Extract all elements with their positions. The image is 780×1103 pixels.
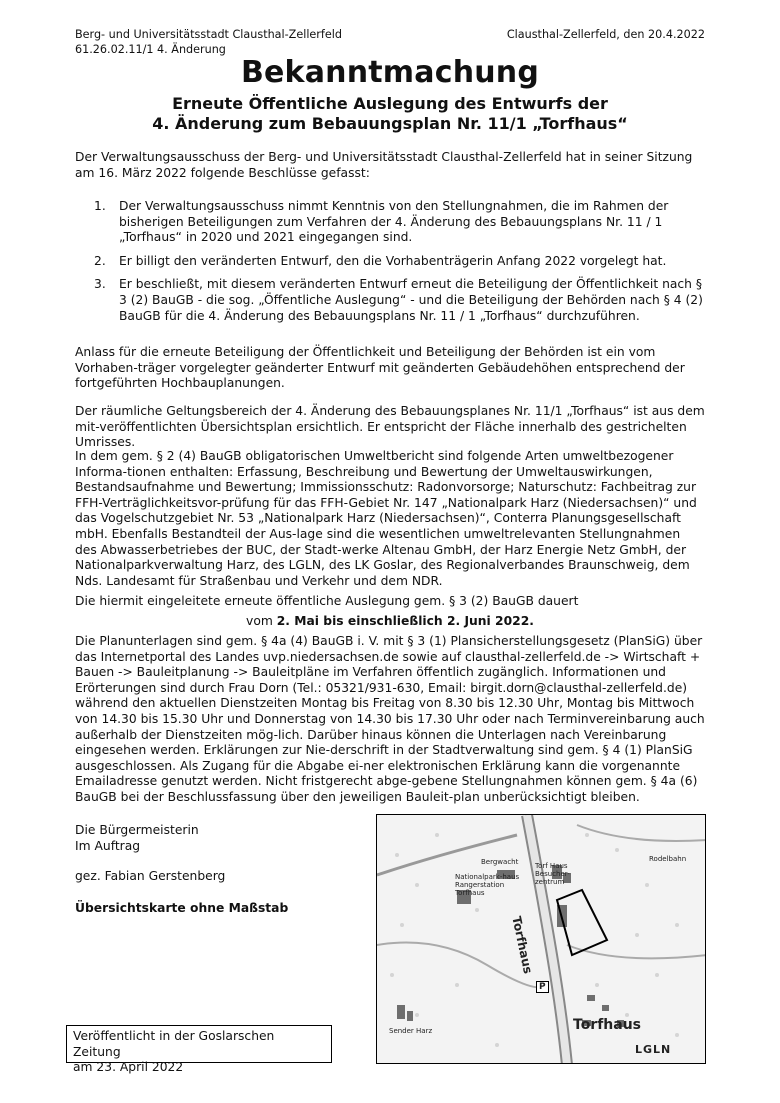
subtitle-line-1: Erneute Öffentliche Auslegung des Entwurfs der [172, 94, 608, 113]
resolutions-list [75, 199, 705, 332]
map-label-visitor-center: Torf Haus Besucher-zentrum [535, 862, 570, 886]
map-parking-icon: P [536, 981, 549, 993]
resolution-item [75, 254, 705, 270]
map-label-road: Torfhaus [509, 915, 536, 975]
resolution-number: 1. [94, 199, 106, 213]
intro-text: Der Verwaltungsausschuss der Berg- und Universitätsstadt Clausthal-Zellerfeld hat in seiner Sitzung am 16. März 2022 folgende Beschlüsse gefasst: [75, 150, 693, 180]
publication-line-2: am 23. April 2022 [73, 1060, 184, 1075]
duration-text: Die hiermit eingeleitete erneute öffentliche Auslegung gem. § 3 (2) BauGB dauert [75, 594, 579, 608]
map-label-sender: Sender Harz [389, 1027, 433, 1035]
issuer-name: Berg- und Universitätsstadt Clausthal-Zellerfeld [75, 28, 342, 41]
map-logo: LGLN [635, 1043, 672, 1056]
map-label-nationalpark: Nationalpark-haus Rangerstation Torfhaus [455, 873, 520, 897]
map-label-place: Torfhaus [573, 1017, 642, 1033]
signature-line-2: Im Auftrag [75, 838, 141, 853]
intro-paragraph [75, 150, 705, 181]
resolution-item [75, 199, 705, 246]
map-caption: Übersichtskarte ohne Maßstab [75, 901, 289, 915]
date-range [75, 614, 705, 630]
page-title: Bekanntmachung [240, 55, 540, 90]
publication-line-1: Veröffentlicht in der Goslarschen Zeitung [73, 1029, 275, 1059]
resolution-text: Er beschließt, mit diesem veränderten Entwurf erneut die Beteiligung der Öffentlichkeit nach § 3 (2) BauGB - die sog. „Öffentliche Auslegung“ - und die Beteiligung der Behörden nach § 4 (2) BauGB für die 4. Änderung des Bebauungsplans Nr. 11 / 1 „Torfhaus“ durchzuführen. [119, 277, 703, 323]
file-reference: 61.26.02.11/1 4. Änderung [75, 43, 226, 56]
overview-map [376, 814, 706, 1064]
duration-paragraph [75, 594, 705, 610]
environment-text: In dem gem. § 2 (4) BauGB obligatorischen Umweltbericht sind folgende Arten umweltbezogener Informa-tionen enthalten: Erfassung, Beschreibung und Bewertung der Umweltauswirkungen, Bestandsaufnahme und Bewertung; Immissionsschutz: Radonvorsorge; Naturschutz: Fachbeitrag zur FFH-Verträglichkeitsvor-prüfung für das FFH-Gebiet Nr. 147 „Nationalpark Harz (Niedersachsen)“ und das Vogelschutzgebiet Nr. 53 „Nationalpark Harz (Niedersachsen)“, Conterra Planungsgesellschaft mbH. Ebenfalls Bestandteil der Aus-lage sind die wesentlichen umweltrelevanten Stellungnahmen des Abwasserbetriebes der BUC, der Stadt-werke Altenau GmbH, der Harz Energie Netz GmbH, der Nationalparkverwaltung Harz, des LGLN, des LK Goslar, des Regionalverbandes Braunschweig, dem Nds. Landesamt für Straßenbau und Verkehr und dem NDR. [75, 449, 697, 588]
signature-line-1: Die Bürgermeisterin [75, 823, 199, 837]
map-label-bergwacht: Bergwacht [481, 858, 519, 866]
resolution-number: 3. [94, 277, 106, 292]
date-range-dates: 2. Mai bis einschließlich 2. Juni 2022. [276, 614, 534, 628]
date-range-prefix: vom [246, 614, 277, 628]
publication-note [66, 1025, 332, 1075]
reason-paragraph [75, 345, 705, 392]
environment-paragraph [75, 449, 705, 589]
resolution-number: 2. [94, 253, 106, 268]
resolution-text: Der Verwaltungsausschuss nimmt Kenntnis von den Stellungnahmen, die im Rahmen der bisherigen Beteiligungen zum Verfahren der 4. Änderung des Bebauungsplans Nr. 11 / 1 „Torfhaus“ in 2020 und 2021 eingegangen sind. [119, 199, 669, 245]
signature-name: gez. Fabian Gerstenberg [75, 869, 226, 883]
reason-text: Anlass für die erneute Beteiligung der Öffentlichkeit und Beteiligung der Behörden ist ein vom Vorhaben-träger vorgelegter geänderter Entwurf mit geänderten Gebäudehöhen entsprechend der fortgeführten Hochbauplanungen. [75, 345, 685, 391]
header-date: Clausthal-Zellerfeld, den 20.4.2022 [506, 28, 705, 41]
documents-text: Die Planunterlagen sind gem. § 4a (4) BauGB i. V. mit § 3 (1) Plansicherstellungsgesetz (PlanSiG) über das Internetportal des Landes uvp.niedersachsen.de sowie auf clausthal-zellerfeld.de -> Wirtschaft + Bauen -> Bauleitplanung -> Bauleitpläne im Verfahren öffentlich zugänglich. Informationen und Erörterungen sind durch Frau Dorn (Tel.: 05321/931-630, Email: birgit.dorn@clausthal-zellerfeld.de) während den aktuellen Dienstzeiten Montag bis Freitag von 8.30 bis 12.30 Uhr, Montag bis Mittwoch von 14.30 bis 15.30 Uhr und Donnerstag von 14.30 bis 17.30 Uhr oder nach Terminvereinbarung auch außerhalb der Dienstzeiten mög-lich. Darüber hinaus können die Unterlagen nach Vereinbarung eingesehen werden. Erklärungen zur Nie-derschrift in der Stadtverwaltung sind gem. § 4 (1) PlanSiG ausgeschlossen. Als Zugang für die Abgabe ei-ner elektronischen Erklärung kann die vorgenannte Emailadresse genutzt werden. Nicht fristgerecht abge-gebene Stellungnahmen können gem. § 4a (6) BauGB bei der Beschlussfassung über den jeweiligen Bauleit-plan unberücksichtigt bleiben. [75, 634, 705, 804]
scope-text: Der räumliche Geltungsbereich der 4. Änderung des Bebauungsplanes Nr. 11/1 „Torfhaus“ ist aus dem mit-veröffentlichten Übersichtsplan ersichtlich. Er entspricht der Fläche innerhalb des gestrichelten Umrisses. [75, 404, 705, 450]
scope-paragraph [75, 404, 705, 451]
signature-block [75, 823, 199, 854]
resolution-item [75, 277, 705, 324]
map-label-rodelbahn: Rodelbahn [649, 855, 687, 863]
subtitle-line-2: 4. Änderung zum Bebauungsplan Nr. 11/1 „Torfhaus“ [152, 114, 628, 133]
documents-paragraph [75, 634, 705, 806]
header-left [75, 27, 342, 57]
resolution-text: Er billigt den veränderten Entwurf, den die Vorhabenträgerin Anfang 2022 vorgelegt hat. [119, 253, 667, 268]
subtitle [0, 94, 780, 134]
